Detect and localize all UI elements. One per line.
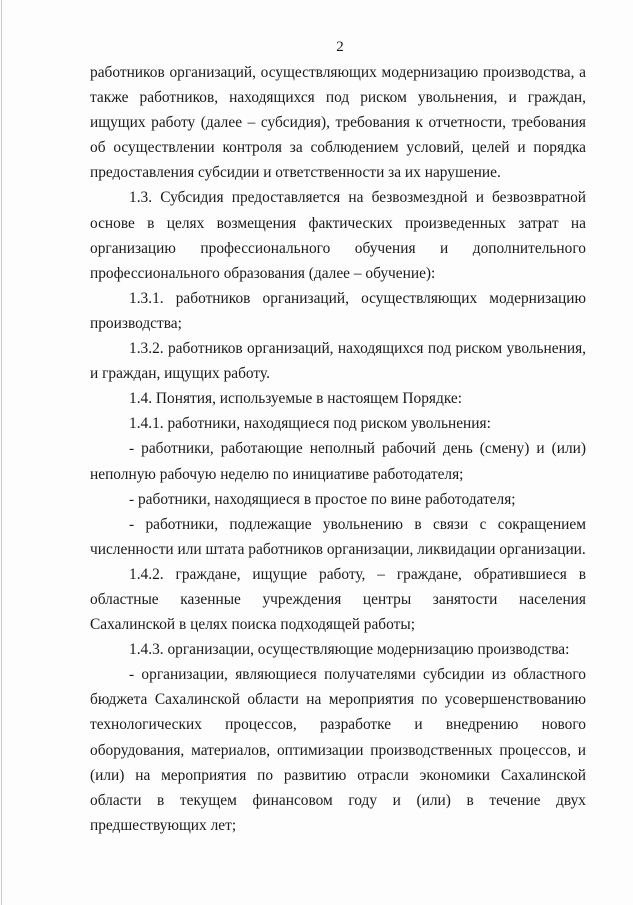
- paragraph-1-4-3: 1.4.3. организации, осуществляющие модернизацию производства:: [129, 641, 570, 659]
- paragraph-intro-cont: работников организаций, осуществляющих модернизацию производства, а также работников, находящихся под риском увольнения, и граждан, ищущих работу (далее – субсидия), требования к отчетности, требования об осуществлении контроля за соблюдением условий, целей и порядка предоставления субсидии и ответственности за их нарушение.: [90, 64, 586, 182]
- page-number: 2: [336, 39, 344, 55]
- paragraph-dash-3: - работники, подлежащие увольнению в связи с сокращением численности или штата работников организации, ликвидации организации.: [90, 515, 586, 558]
- paragraph-1-4-1: 1.4.1. работники, находящиеся под риском увольнения:: [129, 415, 491, 433]
- paragraph-1-4: 1.4. Понятия, используемые в настоящем Порядке:: [129, 390, 463, 408]
- paragraph-1-3-2: 1.3.2. работников организаций, находящихся под риском увольнения, и граждан, ищущих работу.: [90, 340, 586, 383]
- paragraph-1-3: 1.3. Субсидия предоставляется на безвозмездной и безвозвратной основе в целях возмещения фактических произведенных затрат на организацию профессионального обучения и дополнительного профессионального образования (далее – обучение):: [90, 189, 586, 282]
- paragraph-1-4-2: 1.4.2. граждане, ищущие работу, – граждане, обратившиеся в областные казенные учреждения центры занятости населения Сахалинской в целях поиска подходящей работы;: [90, 565, 586, 634]
- paragraph-dash-1: - работники, работающие неполный рабочий день (смену) и (или) неполную рабочую неделю по инициативе работодателя;: [90, 440, 586, 483]
- paragraph-1-3-1: 1.3.1. работников организаций, осуществляющих модернизацию производства;: [90, 289, 586, 332]
- document-body: [90, 60, 586, 838]
- paragraph-dash-4: - организации, являющиеся получателями субсидии из областного бюджета Сахалинской области на мероприятия по усовершенствованию технологических процессов, разработке и внедрению нового оборудования, материалов, оптимизации производственных процессов, и (или) на мероприятия по развитию отрасли экономики Сахалинской области в текущем финансовом году и (или) в течение двух предшествующих лет;: [90, 666, 586, 834]
- page-edge-line: [1, 0, 2, 905]
- paragraph-dash-2: - работники, находящиеся в простое по вине работодателя;: [129, 490, 516, 508]
